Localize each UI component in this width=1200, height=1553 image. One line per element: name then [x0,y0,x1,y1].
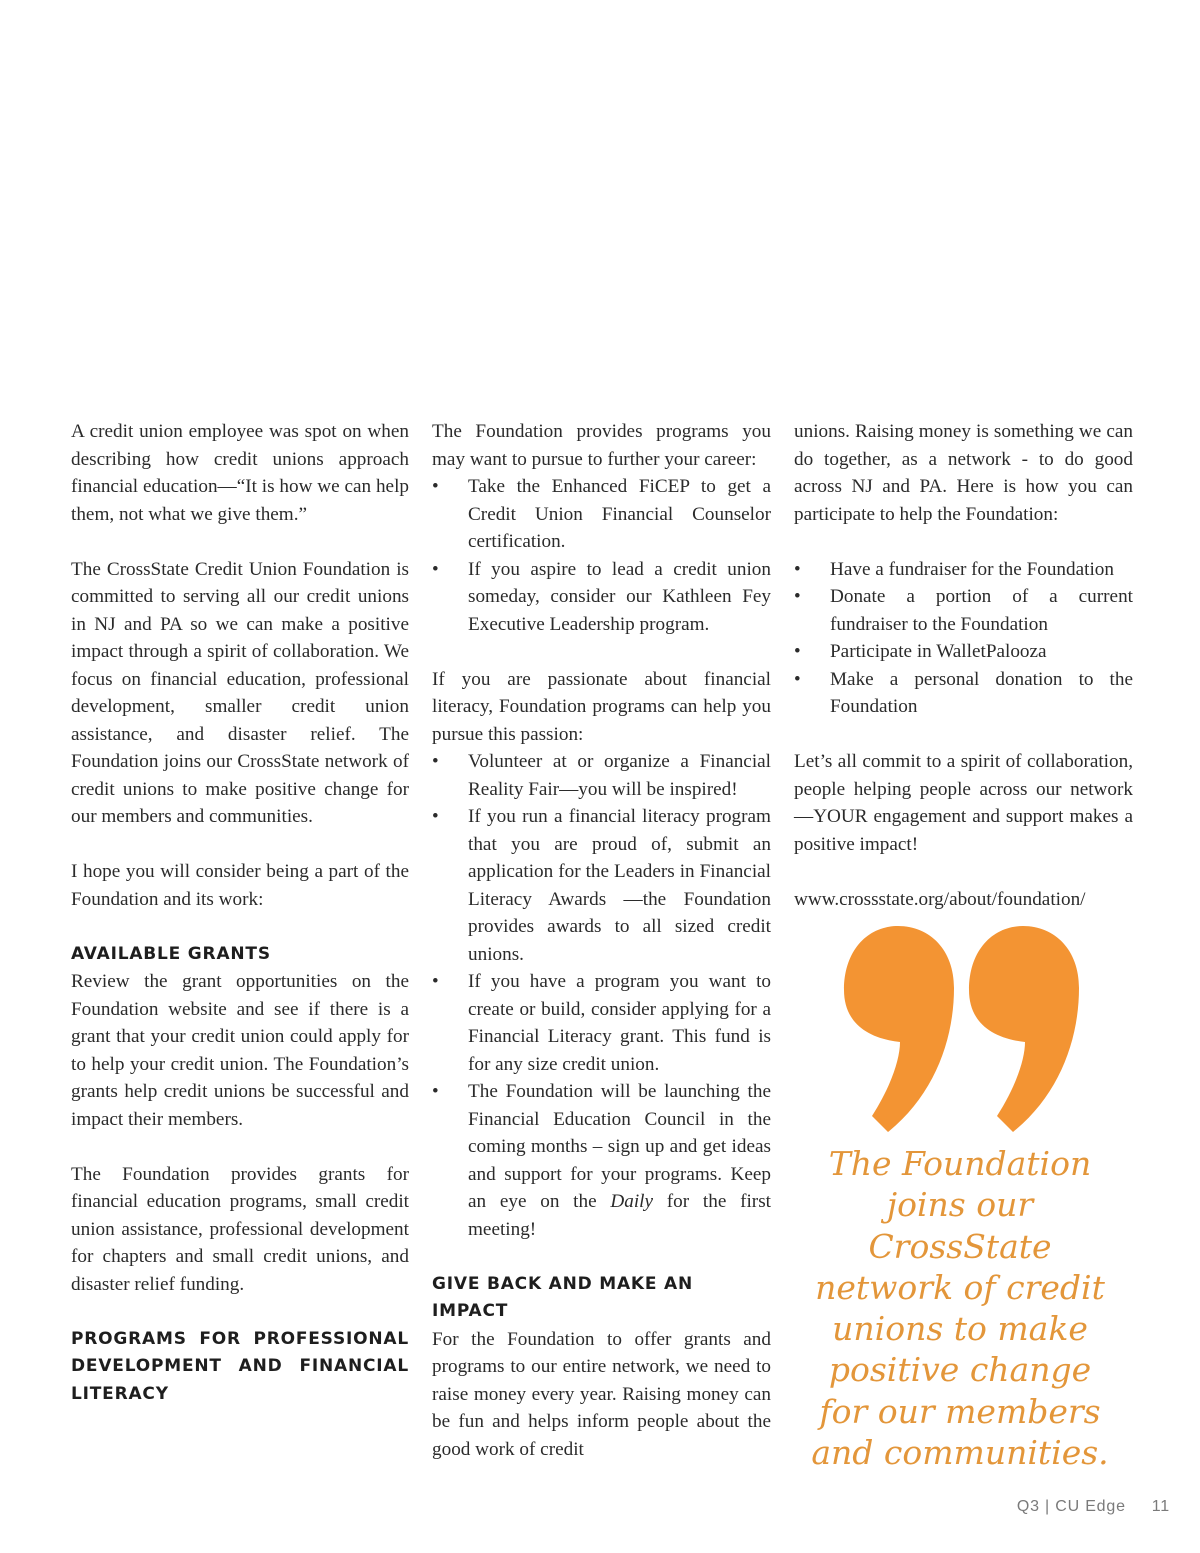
list-item: • Donate a portion of a current fundraiser to the Foundation [794,583,1133,638]
closing-paragraph: Let’s all commit to a spirit of collaboration, people helping people across our network—YOUR engagement and support makes a positive impact! [794,751,1133,855]
page-footer [900,1498,1170,1516]
closing-quotation-mark-icon [838,920,1083,1140]
give-back-continued-paragraph: unions. Raising money is something we can do together, as a network - to do good across NJ and PA. Here is how you can participate to help the Foundation: [794,421,1133,525]
give-back-paragraph: For the Foundation to offer grants and programs to our entire network, we need to raise money every year. Raising money can be fun and helps inform people about the good work of credit [432,1328,771,1460]
grants-paragraph: Review the grant opportunities on the Foundation website and see if there is a grant that your credit union could apply for to help your credit union. The Foundation’s grants help credit unions be successful and impact their members. [71,971,409,1130]
list-item: • If you run a financial literacy program that you are proud of, submit an application for the Leaders in Financial Literacy Awards —the Foundation provides awards to all sized credit unions. [432,803,771,968]
daily-publication-name: Daily [610,1191,654,1212]
page-number: 11 [1151,1498,1170,1515]
foundation-url-link[interactable]: www.crossstate.org/about/foundation/ [794,888,1086,910]
available-grants-heading: AVAILABLE GRANTS [71,943,271,964]
invitation-paragraph: I hope you will consider being a part of the Foundation and its work: [71,861,409,910]
career-programs-list [432,473,771,638]
list-item: • Take the Enhanced FiCEP to get a Credit Union Financial Counselor certification. [432,473,771,556]
intro-paragraph: A credit union employee was spot on when describing how credit unions approach financial education—“It is how we can help them, not what we give them.” [71,421,409,525]
publication-name: Q3 | CU Edge [1016,1498,1126,1515]
column-3 [794,418,1133,913]
list-item: • Have a fundraiser for the Foundation [794,556,1133,584]
pull-quote: The Foundation joins our CrossState network of credit unions to make positive change for our members and communities. [811,1144,1109,1473]
list-item: • If you have a program you want to create or build, consider applying for a Financial Literacy grant. This fund is for any size credit union. [432,968,771,1078]
programs-intro-paragraph: The Foundation provides programs you may want to pursue to further your career: [432,421,771,470]
participation-list [794,556,1133,721]
give-back-heading: GIVE BACK AND MAKE AN IMPACT [432,1273,694,1321]
list-item [432,1078,771,1243]
financial-literacy-list [432,748,771,1243]
column-1 [71,418,409,1408]
list-item: • Make a personal donation to the Foundation [794,666,1133,721]
programs-heading: PROGRAMS FOR PROFESSIONAL DEVELOPMENT AND FINANCIAL LITERACY [71,1328,409,1404]
foundation-commitment-paragraph: The CrossState Credit Union Foundation is committed to serving all our credit unions in NJ and PA so we can make a positive impact through a spirit of collaboration. We focus on financial education, professional development, smaller credit union assistance, and disaster relief. The Foundation joins our CrossState network of credit unions to make positive change for our members and communities. [71,558,409,827]
column-2 [432,418,771,1463]
list-item-text: The Foundation will be launching the Financial Education Council in the coming months – sign up and get ideas and support for your programs. Keep an eye on the [468,1081,771,1212]
list-item: • Participate in WalletPalooza [794,638,1133,666]
passion-intro-paragraph: If you are passionate about financial literacy, Foundation programs can help you pursue this passion: [432,668,771,745]
grants-types-paragraph: The Foundation provides grants for financial education programs, small credit union assistance, professional development for chapters and small credit unions, and disaster relief funding. [71,1163,409,1295]
list-item-text: for the first meeting! [468,1191,771,1240]
list-item: • Volunteer at or organize a Financial Reality Fair—you will be inspired! [432,748,771,803]
list-item: • If you aspire to lead a credit union someday, consider our Kathleen Fey Executive Leadership program. [432,556,771,639]
